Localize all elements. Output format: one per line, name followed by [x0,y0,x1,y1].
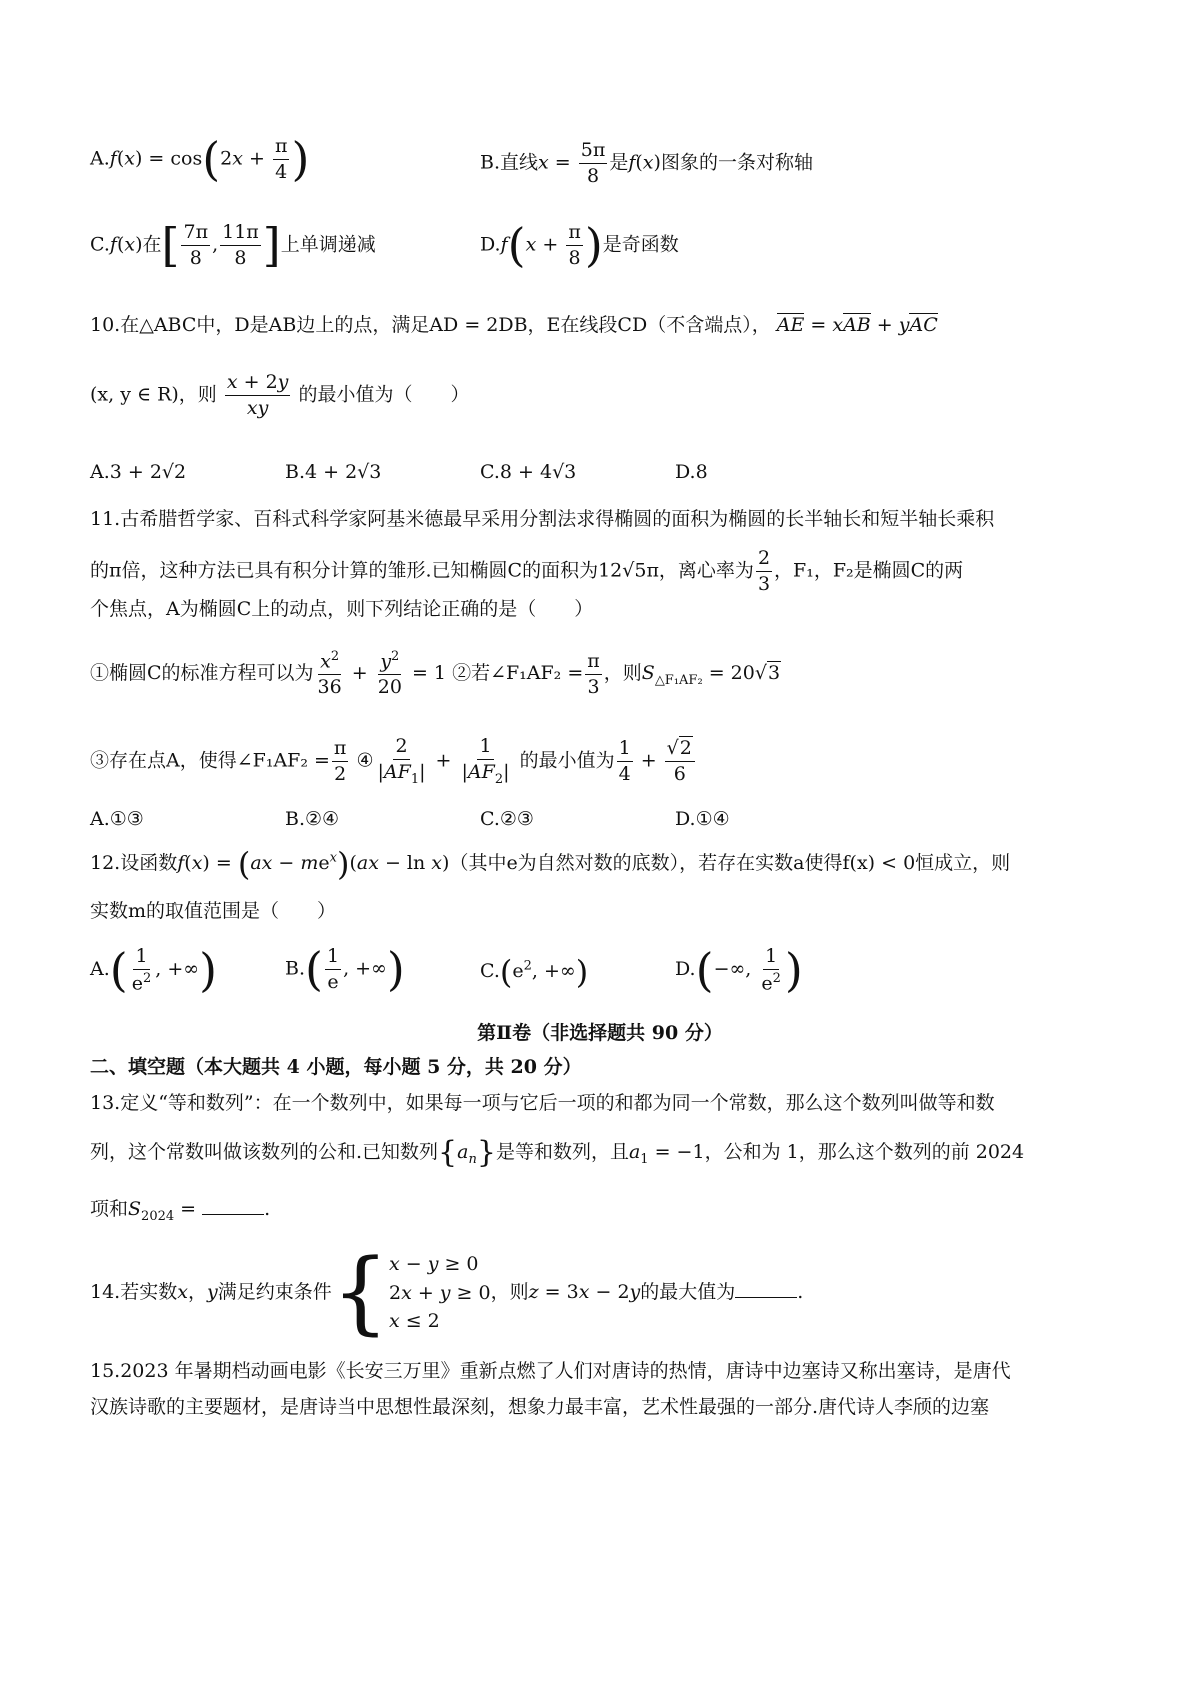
q10-line2: (x, y ∈ R)，则 $\frac{x + 2y}{xy}$ 的最小值为（ ） [90,371,470,419]
q11-option-a: A.①③ [90,808,144,830]
part2-heading: 二、填空题（本大题共 4 小题，每小题 5 分，共 20 分） [90,1056,582,1078]
q9-option-c: C.f(x)在[ $\frac{7\pi}{8}$ , $\frac{11\pi}{8}$ ]上单调递减 [90,218,376,273]
q11-option-b: B.②④ [285,808,340,830]
q9-option-d: D.f(x + $\frac{\pi}{8}$ )是奇函数 [480,218,679,273]
q13-answer-blank[interactable] [202,1214,264,1215]
q12-option-c: $C.(e^2$, +∞) [480,953,589,991]
q11-statement-3-4: ③存在点A，使得∠F₁AF₂ = $\frac{\pi}{2}$ ④ $\frac{2}{|AF_1|}$ + $\frac{1}{|AF_2|}$ 的最小值为 $\frac{1}{4}$ + $\frac{√2}{6}$ [90,736,697,787]
q11-statement-1-2: ①椭圆C的标准方程可以为 $\frac{x^2}{36}$ + $\frac{y^2}{20}$ = 1 ②若∠F₁AF₂ = $\frac{\pi}{3}$ ，则$S_{\triangle F_1AF_2} = 20√3$ [90,649,781,699]
q15-line2: 汉族诗歌的主要题材，是唐诗当中思想性最深刻，想象力最丰富，艺术性最强的一部分.唐代诗人李颀的边塞 [90,1396,990,1418]
q15-line1: 15.2023 年暑期档动画电影《长安三万里》重新点燃了人们对唐诗的热情，唐诗中边塞诗又称出塞诗，是唐代 [90,1360,1011,1382]
q10-option-a: A.3 + 2√2 [90,461,187,483]
q11-option-c: C.②③ [480,808,534,830]
q13-line3: 项和$S_{2024}$ = . [90,1198,271,1224]
q14-answer-blank[interactable] [735,1297,797,1298]
q12-line2: 实数m的取值范围是（ ） [90,900,337,922]
q10-option-c: C.8 + 4√3 [480,461,577,483]
q10-line1: 10.在△ABC中，D是AB边上的点，满足AD = 2DB，E在线段CD（不含端点）， AE = xAB + yAC [90,314,938,336]
q12-line1: 12.设函数$f(x) = (ax - me^x)(ax - \ln x)$（其中e为自然对数的底数），若存在实数a使得f(x) < 0恒成立，则 [90,845,1011,883]
q10-option-b: B.4 + 2√3 [285,461,382,483]
section-title: 第Ⅱ卷（非选择题共 90 分） [477,1022,723,1044]
q11-line3: 个焦点，A为椭圆C上的动点，则下列结论正确的是（ ） [90,598,594,620]
q12-option-a: A.( $\frac{1}{e^2}$ , +∞) [90,943,218,998]
q11-option-d: D.①④ [675,808,730,830]
q12-option-d: D.(−∞, $\frac{1}{e^2}$ ) [675,943,803,998]
q11-line2: 的π倍，这种方法已具有积分计算的雏形.已知椭圆C的面积为12√5π，离心率为 $\frac{2}{3}$ ，F₁，F₂是椭圆C的两 [90,547,964,595]
q10-option-d: D.8 [675,461,708,483]
q14-line: 14.若实数x，y满足约束条件{ x − y ≥ 0 2x + y ≥ 0 x ≤ 2 ，则z = 3x − 2y的最大值为 . [90,1240,804,1345]
q11-line1: 11.古希腊哲学家、百科式科学家阿基米德最早采用分割法求得椭圆的面积为椭圆的长半轴长和短半轴长乘积 [90,508,995,530]
q13-line1: 13.定义“等和数列”：在一个数列中，如果每一项与它后一项的和都为同一个常数，那么这个数列叫做等和数 [90,1092,995,1114]
q9-option-b: B.直线x = $\frac{5\pi}{8}$ 是f(x)图象的一条对称轴 [480,139,813,187]
q9-option-a: A.f(x) = cos(2x + $\frac{\pi}{4}$ ) [90,132,310,187]
q12-option-b: B.( $\frac{1}{e}$ , +∞) [285,942,405,997]
q13-line2: 列，这个常数叫做该数列的公和.已知数列$\{a_n\}$是等和数列，且$a_1 = -1$，公和为 1，那么这个数列的前 2024 [90,1135,1025,1170]
